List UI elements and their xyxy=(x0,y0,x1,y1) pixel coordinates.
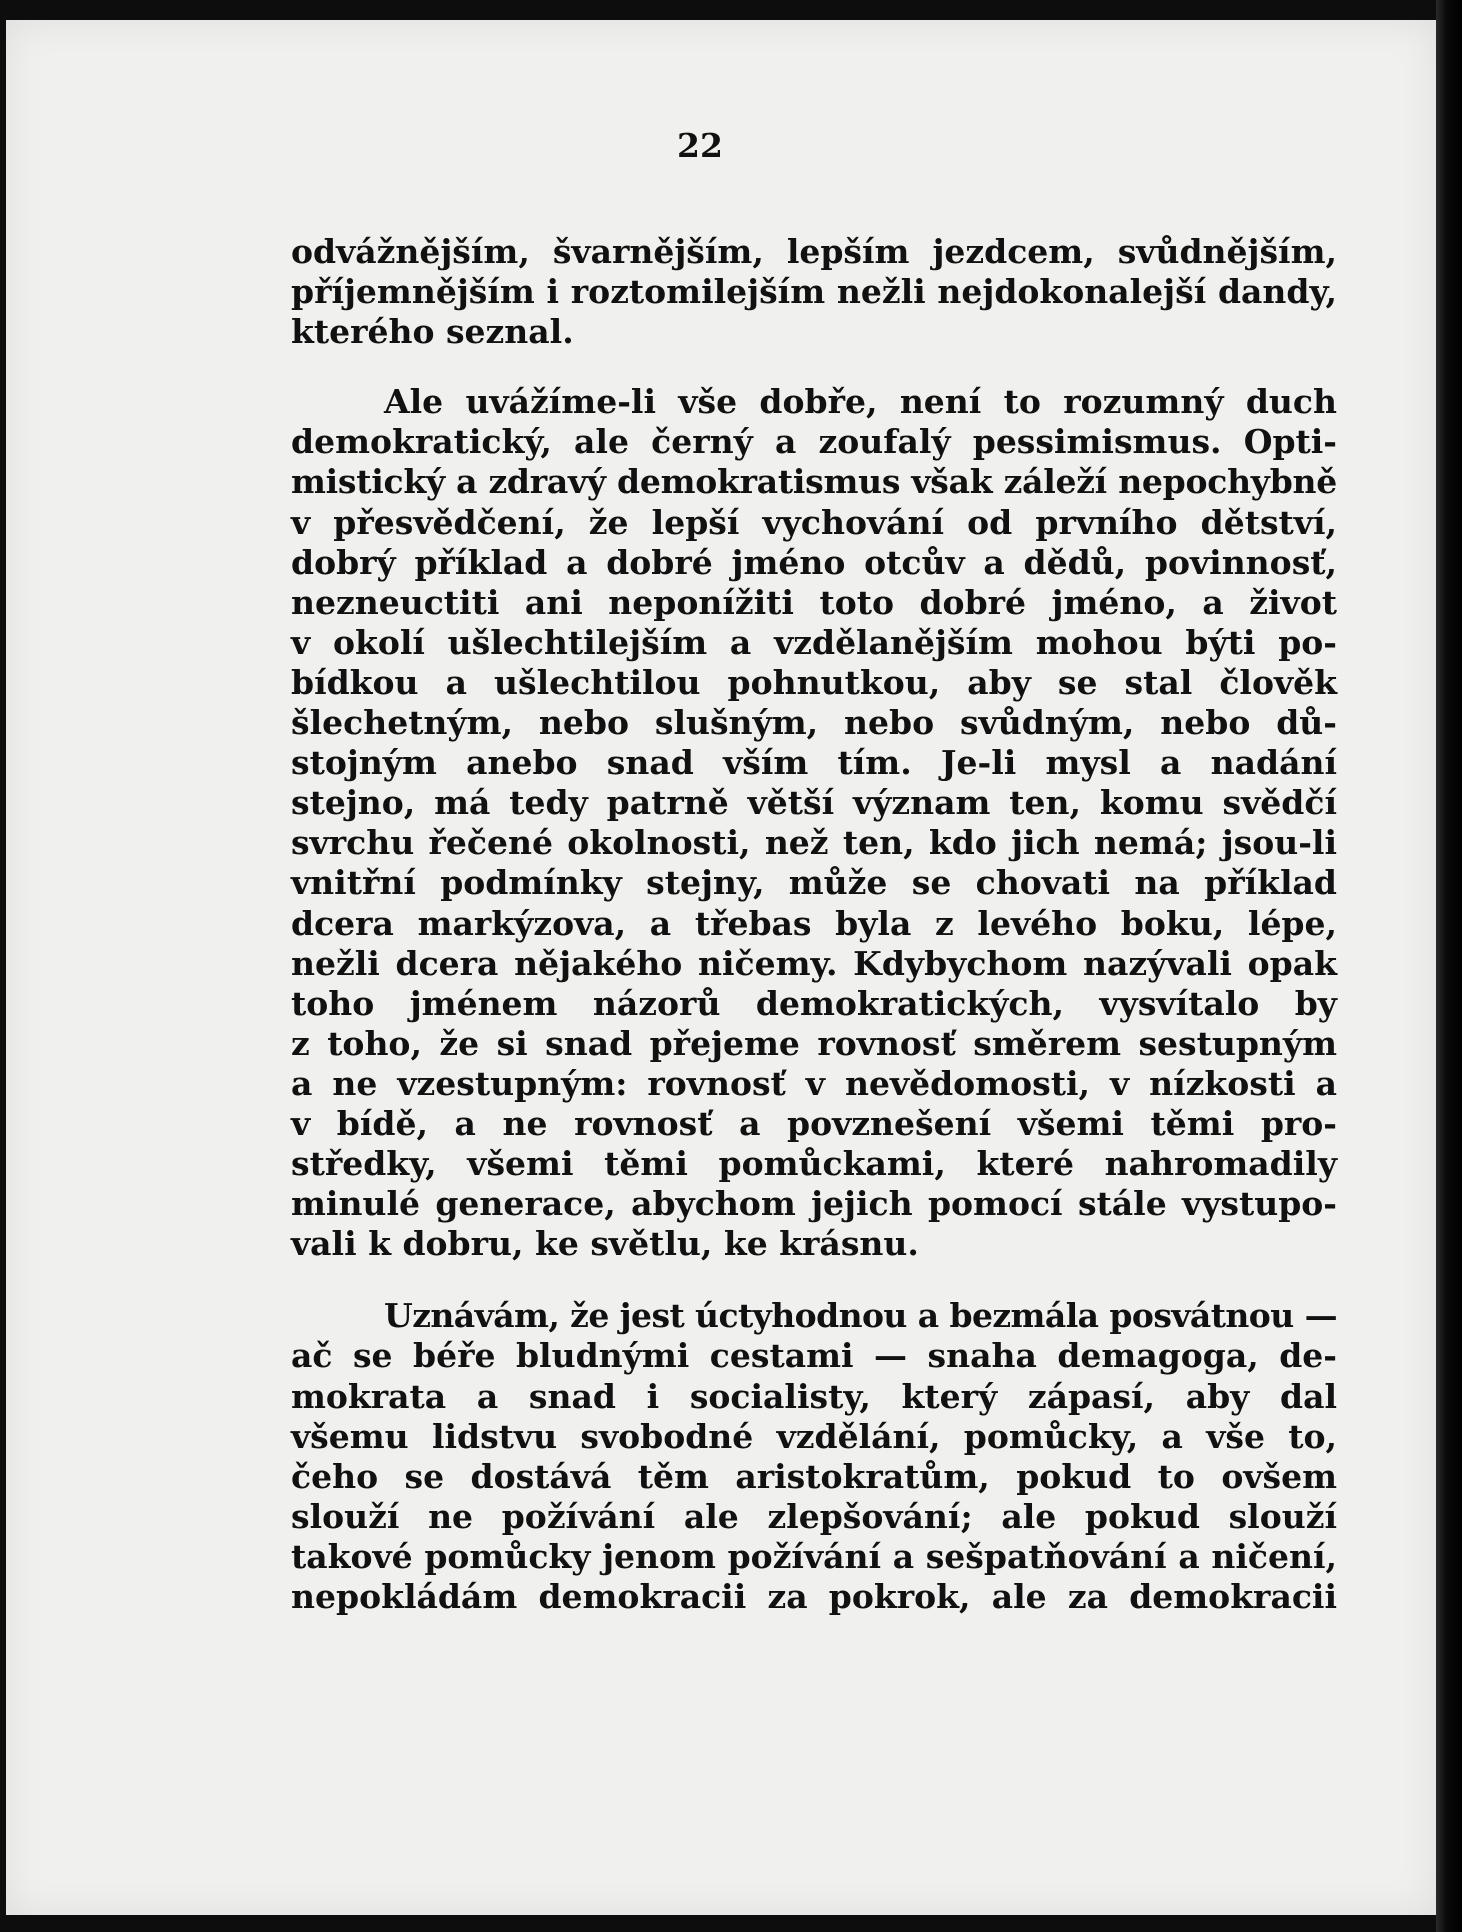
text-line: a ne vzestupným: rovnosť v nevědomosti, v nízkosti a xyxy=(291,1063,1337,1103)
text-line: dobrý příklad a dobré jméno otcův a dědů, povinnosť, xyxy=(291,542,1337,582)
text-line: mistický a zdravý demokratismus však záleží nepochybně xyxy=(291,462,1337,502)
page-text xyxy=(291,232,1337,1617)
page-edge-shadow xyxy=(1436,0,1462,1932)
text-line: čeho se dostává těm aristokratům, pokud to ovšem xyxy=(291,1456,1337,1496)
text-line: v bídě, a ne rovnosť a povznešení všemi těmi pro- xyxy=(291,1103,1337,1143)
text-line: toho jménem názorů demokratických, vysvítalo by xyxy=(291,983,1337,1023)
text-line: takové pomůcky jenom požívání a sešpatňování a ničení, xyxy=(291,1536,1337,1576)
text-line: kterého seznal. xyxy=(291,312,574,352)
text-line: odvážnějším, švarnějším, lepším jezdcem, svůdnějším, xyxy=(291,232,1337,271)
paragraph-2 xyxy=(291,382,1337,1264)
text-line: svrchu řečené okolnosti, než ten, kdo jich nemá; jsou-li xyxy=(291,823,1337,863)
text-line: příjemnějším i roztomilejším nežli nejdokonalejší dandy, xyxy=(291,272,1337,312)
text-line: slouží ne požívání ale zlepšování; ale pokud slouží xyxy=(291,1496,1337,1536)
text-line: demokratický, ale černý a zoufalý pessimismus. Opti- xyxy=(291,422,1337,462)
text-line: vnitřní podmínky stejny, může se chovati na příklad xyxy=(291,863,1337,903)
paragraph-1 xyxy=(291,232,1337,352)
text-line: stejno, má tedy patrně větší význam ten, komu svědčí xyxy=(291,783,1337,823)
paragraph-3 xyxy=(291,1296,1337,1617)
text-line: středky, všemi těmi pomůckami, které nahromadily xyxy=(291,1144,1337,1184)
text-line: šlechetným, nebo slušným, nebo svůdným, nebo dů- xyxy=(291,703,1337,743)
text-line: nežli dcera nějakého ničemy. Kdybychom nazývali opak xyxy=(291,943,1337,983)
text-line: vali k dobru, ke světlu, ke krásnu. xyxy=(291,1224,919,1264)
text-line: ač se béře bludnými cestami — snaha demagoga, de- xyxy=(291,1336,1337,1376)
text-line: z toho, že si snad přejeme rovnosť směrem sestupným xyxy=(291,1023,1337,1063)
text-line: minulé generace, abychom jejich pomocí stále vystupo- xyxy=(291,1184,1337,1224)
text-line: stojným anebo snad vším tím. Je-li mysl a nadání xyxy=(291,743,1337,783)
text-line: Ale uvážíme-li vše dobře, není to rozumný duch xyxy=(384,382,1337,422)
text-line: všemu lidstvu svobodné vzdělání, pomůcky, a vše to, xyxy=(291,1416,1337,1456)
text-line: v okolí ušlechtilejším a vzdělanějším mohou býti po- xyxy=(291,622,1337,662)
page-number: 22 xyxy=(677,126,723,165)
text-line: nezneuctiti ani neponížiti toto dobré jméno, a život xyxy=(291,582,1337,622)
text-line: v přesvědčení, že lepší vychování od prvního dětství, xyxy=(291,502,1337,542)
text-line: bídkou a ušlechtilou pohnutkou, aby se stal člověk xyxy=(291,662,1337,702)
text-line: dcera markýzova, a třebas byla z levého boku, lépe, xyxy=(291,903,1337,943)
text-line: Uznávám, že jest úctyhodnou a bezmála posvátnou — xyxy=(384,1296,1338,1336)
text-line: mokrata a snad i socialisty, který zápasí, aby dal xyxy=(291,1376,1337,1416)
text-line: nepokládám demokracii za pokrok, ale za demokracii xyxy=(291,1577,1337,1616)
